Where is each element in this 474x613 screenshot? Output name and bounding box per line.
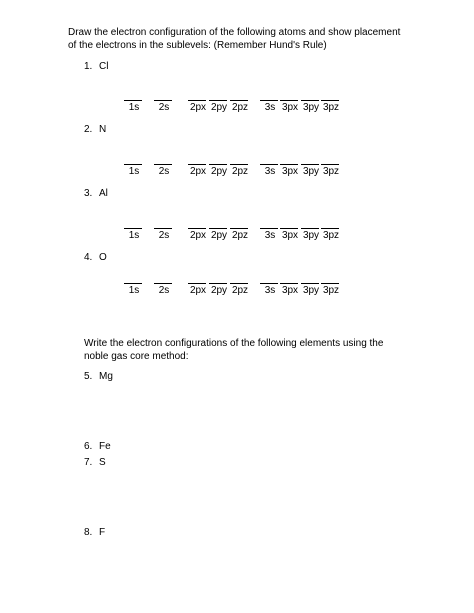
orbital-label: 1s — [128, 166, 140, 177]
orbital-blank-line — [280, 283, 298, 284]
question-number: 6. — [84, 441, 93, 452]
orbital-blank-line — [188, 100, 206, 101]
orbital-row — [0, 283, 474, 303]
orbital-label: 2py — [210, 230, 228, 241]
orbital-blank-line — [230, 164, 248, 165]
orbital-blank-line — [260, 228, 278, 229]
orbital-blank-line — [280, 100, 298, 101]
orbital-label: 3s — [264, 166, 276, 177]
orbital-label: 2px — [189, 102, 207, 113]
orbital-row — [0, 228, 474, 248]
orbital-blank-line — [260, 100, 278, 101]
orbital-label: 2py — [210, 102, 228, 113]
orbital-label: 1s — [128, 230, 140, 241]
question-element: Fe — [99, 441, 111, 452]
orbital-blank-line — [124, 283, 142, 284]
orbital-label: 3px — [281, 230, 299, 241]
orbital-label: 1s — [128, 102, 140, 113]
orbital-blank-line — [124, 100, 142, 101]
orbital-blank-line — [280, 164, 298, 165]
orbital-blank-line — [301, 100, 319, 101]
orbital-label: 2px — [189, 230, 207, 241]
orbital-label: 3s — [264, 230, 276, 241]
question-element: S — [99, 457, 106, 468]
orbital-label: 2s — [158, 166, 170, 177]
orbital-label: 2py — [210, 285, 228, 296]
orbital-label: 3py — [302, 230, 320, 241]
orbital-label: 3pz — [322, 230, 340, 241]
part1-instructions: Draw the electron configuration of the following atoms and show placement of the electrons in the sublevels: (Remember Hund's Rule) — [68, 27, 401, 51]
question-element: Cl — [99, 61, 109, 72]
question-number: 3. — [84, 188, 93, 199]
orbital-blank-line — [321, 100, 339, 101]
question-element: F — [99, 527, 106, 538]
question-number: 2. — [84, 124, 93, 135]
orbital-blank-line — [321, 228, 339, 229]
orbital-blank-line — [230, 283, 248, 284]
orbital-blank-line — [209, 100, 227, 101]
question-number: 1. — [84, 61, 93, 72]
orbital-blank-line — [301, 164, 319, 165]
orbital-label: 2px — [189, 166, 207, 177]
orbital-blank-line — [209, 228, 227, 229]
orbital-blank-line — [321, 283, 339, 284]
orbital-blank-line — [280, 228, 298, 229]
orbital-blank-line — [154, 283, 172, 284]
orbital-blank-line — [260, 283, 278, 284]
orbital-blank-line — [230, 100, 248, 101]
orbital-blank-line — [321, 164, 339, 165]
orbital-row — [0, 164, 474, 184]
question-element: N — [99, 124, 107, 135]
orbital-blank-line — [154, 164, 172, 165]
question-element: Al — [99, 188, 108, 199]
orbital-label: 2pz — [231, 102, 249, 113]
orbital-label: 2px — [189, 285, 207, 296]
orbital-blank-line — [209, 164, 227, 165]
question-element: Mg — [99, 371, 113, 382]
orbital-blank-line — [209, 283, 227, 284]
orbital-blank-line — [301, 228, 319, 229]
part2-instructions: Write the electron configurations of the following elements using the noble gas core method: — [84, 338, 384, 362]
orbital-blank-line — [188, 283, 206, 284]
orbital-label: 2s — [158, 285, 170, 296]
orbital-label: 3px — [281, 285, 299, 296]
question-number: 4. — [84, 252, 93, 263]
orbital-label: 2pz — [231, 166, 249, 177]
orbital-label: 2s — [158, 230, 170, 241]
orbital-label: 3px — [281, 166, 299, 177]
orbital-blank-line — [154, 228, 172, 229]
orbital-label: 3s — [264, 285, 276, 296]
orbital-blank-line — [188, 164, 206, 165]
orbital-blank-line — [154, 100, 172, 101]
orbital-label: 3py — [302, 285, 320, 296]
orbital-label: 2py — [210, 166, 228, 177]
orbital-label: 3pz — [322, 102, 340, 113]
orbital-label: 2pz — [231, 230, 249, 241]
orbital-row — [0, 100, 474, 120]
question-element: O — [99, 252, 107, 263]
question-number: 8. — [84, 527, 93, 538]
orbital-label: 3s — [264, 102, 276, 113]
orbital-blank-line — [188, 228, 206, 229]
orbital-label: 3py — [302, 102, 320, 113]
orbital-blank-line — [124, 164, 142, 165]
question-number: 5. — [84, 371, 93, 382]
orbital-blank-line — [260, 164, 278, 165]
orbital-label: 2pz — [231, 285, 249, 296]
orbital-blank-line — [124, 228, 142, 229]
orbital-label: 2s — [158, 102, 170, 113]
orbital-label: 3py — [302, 166, 320, 177]
orbital-blank-line — [301, 283, 319, 284]
orbital-label: 3px — [281, 102, 299, 113]
orbital-label: 3pz — [322, 166, 340, 177]
orbital-label: 3pz — [322, 285, 340, 296]
question-number: 7. — [84, 457, 93, 468]
orbital-label: 1s — [128, 285, 140, 296]
orbital-blank-line — [230, 228, 248, 229]
